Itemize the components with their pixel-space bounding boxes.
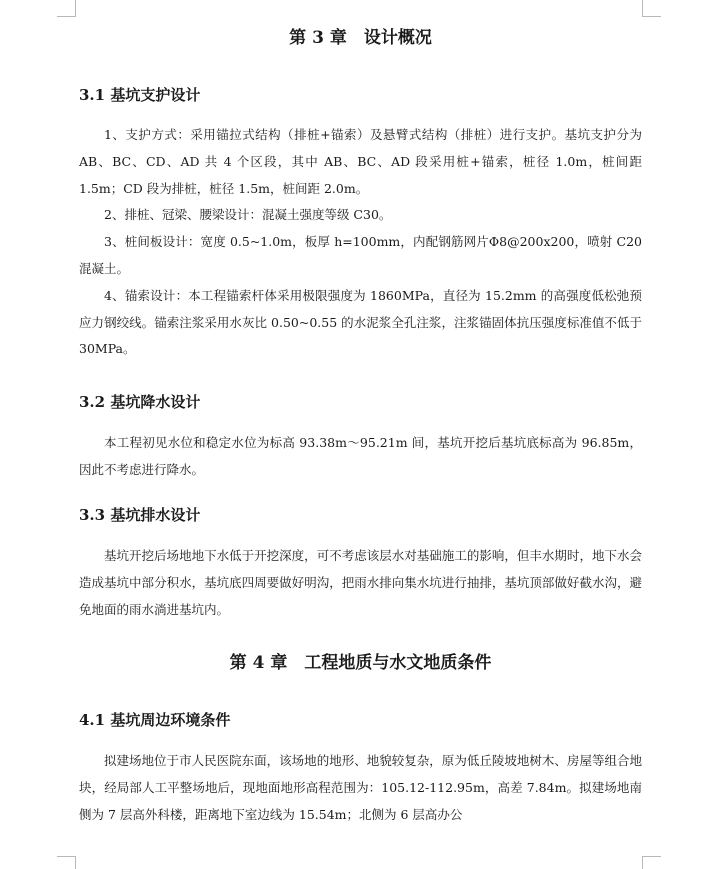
chapter-4-title: 第 4 章 工程地质与水文地质条件 <box>229 653 492 673</box>
paragraph: 2、排桩、冠梁、腰梁设计：混凝土强度等级 C30。 <box>104 207 392 223</box>
paragraph: 4、锚索设计：本工程锚索杆体采用极限强度为 1860MPa，直径为 15.2mm 的高强度低松弛预应力钢绞线。锚索注浆采用水灰比 0.50~0.55 的水泥浆全孔注浆，注浆锚固体抗压强度标准值不低于 30MPa。 <box>79 287 642 357</box>
paragraph: 拟建场地位于市人民医院东面，该场地的地形、地貌较复杂，原为低丘陵坡地树木、房屋等组合地块，经局部人工平整场地后，现地面地形高程范围为：105.12-112.95m，高差 7.84m。拟建场地南侧为 7 层高外科楼，距离地下室边线为 15.54m；北侧为 6 层高办公 <box>79 753 642 822</box>
crop-mark-bottom-right <box>642 856 661 869</box>
paragraph: 1、支护方式：采用锚拉式结构（排桩+锚索）及悬臂式结构（排桩）进行支护。基坑支护分为 AB、BC、CD、AD 共 4 个区段，其中 AB、BC、AD 段采用桩+锚索，桩径 1.0m，桩间距 1.5m；CD 段为排桩，桩径 1.5m，桩间距 2.0m。 <box>79 127 642 196</box>
section-3-3-heading: 3.3 基坑排水设计 <box>79 506 201 524</box>
section-3-3 <box>79 504 642 526</box>
section-3-1-heading: 3.1 基坑支护设计 <box>79 86 201 104</box>
section-3-3-body <box>79 543 642 623</box>
section-3-2 <box>79 391 642 413</box>
chapter-4-heading-block <box>79 651 642 675</box>
paragraph: 3、桩间板设计：宽度 0.5~1.0m，板厚 h=100mm，内配钢筋网片Φ8@200x200，喷射 C20 混凝土。 <box>79 234 642 276</box>
section-4-1-heading: 4.1 基坑周边环境条件 <box>79 711 231 729</box>
section-3-2-heading: 3.2 基坑降水设计 <box>79 393 201 411</box>
chapter-3-title: 第 3 章 设计概况 <box>289 28 432 48</box>
crop-mark-top-left <box>57 0 76 17</box>
paragraph: 基坑开挖后场地地下水低于开挖深度，可不考虑该层水对基础施工的影响，但丰水期时，地下水会造成基坑中部分积水，基坑底四周要做好明沟，把雨水排向集水坑进行抽排，基坑顶部做好截水沟，避免地面的雨水淌进基坑内。 <box>79 548 642 617</box>
section-3-1 <box>79 84 642 106</box>
section-4-1-body <box>79 748 642 828</box>
crop-mark-bottom-left <box>57 856 76 869</box>
section-3-2-body <box>79 430 642 484</box>
section-3-1-body <box>79 122 642 363</box>
chapter-3-heading-block <box>79 26 642 50</box>
crop-mark-top-right <box>642 0 661 17</box>
section-4-1 <box>79 709 642 731</box>
paragraph: 本工程初见水位和稳定水位为标高 93.38m～95.21m 间，基坑开挖后基坑底标高为 96.85m，因此不考虑进行降水。 <box>79 435 642 477</box>
